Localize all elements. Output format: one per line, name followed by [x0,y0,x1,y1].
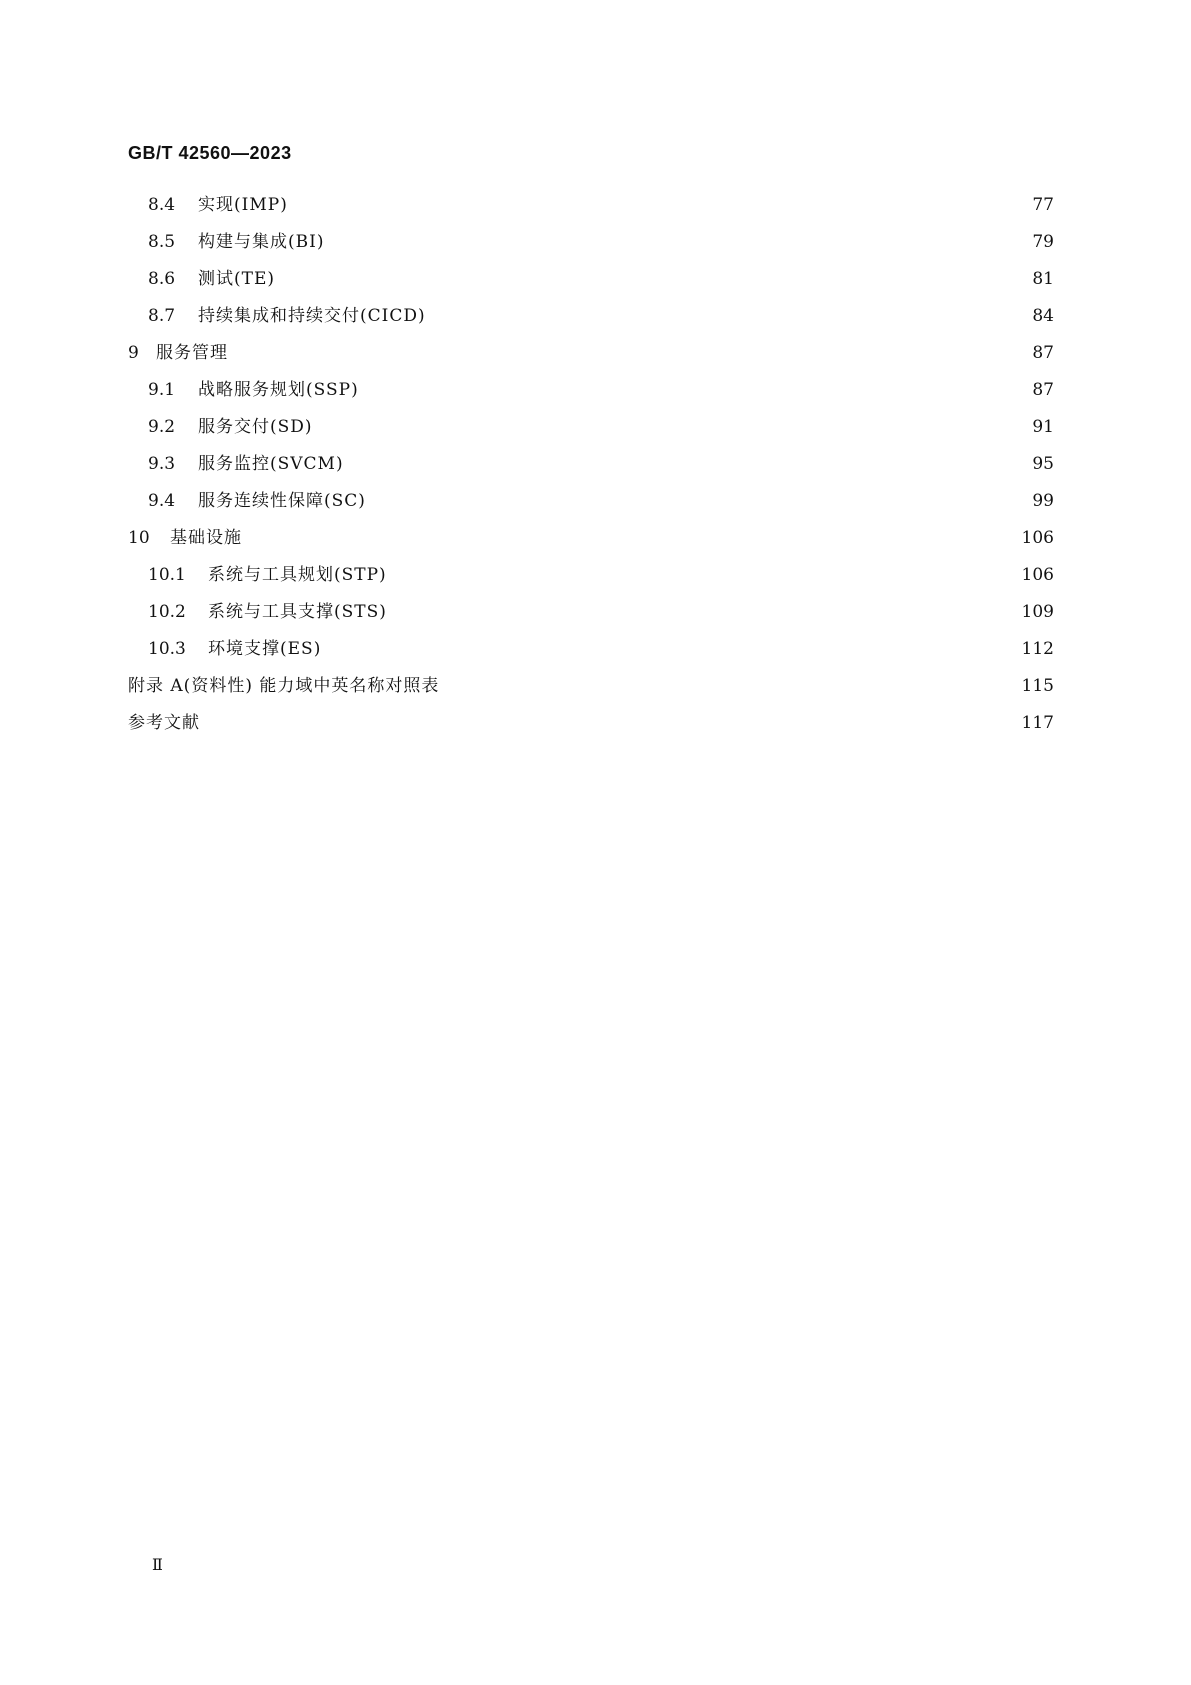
toc-entry-appendix[interactable] [128,675,1054,712]
toc-entry-references[interactable] [128,712,1054,749]
toc-entry[interactable] [128,231,1054,268]
dot-leader [327,638,1015,652]
toc-entry[interactable] [128,416,1054,453]
toc-entry-title: 服务管理 [156,343,228,363]
toc-entry-number: 8.4 [148,195,176,215]
toc-entry[interactable] [128,305,1054,342]
toc-entry-title: 服务交付(SD) [198,417,313,437]
toc-entry-page: 87 [1032,343,1054,363]
dot-leader [281,268,1026,282]
toc-entry-number: 9.2 [148,417,176,437]
dot-leader [393,564,1016,578]
toc-entry-title: 构建与集成(BI) [198,232,325,252]
toc-entry-title: 测试(TE) [198,269,276,289]
toc-entry-page: 99 [1032,491,1054,511]
toc-entry-title: 服务监控(SVCM) [198,454,344,474]
dot-leader [432,305,1026,319]
toc-entry-title: 附录 A(资料性) 能力域中英名称对照表 [128,676,440,696]
toc-entry[interactable] [128,453,1054,490]
dot-leader [330,231,1026,245]
toc-entry-page: 106 [1021,528,1054,548]
toc-entry-title: 实现(IMP) [198,195,288,215]
toc-entry-page: 106 [1021,565,1054,585]
toc-entry[interactable] [128,527,1054,564]
toc-entry-number: 9 [128,343,139,363]
toc-entry-title: 系统与工具支撑(STS) [208,602,387,622]
toc-entry-title: 参考文献 [128,713,200,733]
toc-entry-title: 战略服务规划(SSP) [198,380,359,400]
toc-entry[interactable] [128,638,1054,675]
document-id-header: GB/T 42560—2023 [128,143,292,163]
dot-leader [445,675,1015,689]
toc-entry[interactable] [128,379,1054,416]
toc-entry-title: 基础设施 [170,528,242,548]
dot-leader [248,527,1016,541]
dot-leader [393,601,1016,615]
page-numeral: Ⅱ [152,1555,163,1574]
dot-leader [372,490,1026,504]
toc-entry-title: 环境支撑(ES) [208,639,322,659]
toc-entry[interactable] [128,601,1054,638]
toc-entry[interactable] [128,194,1054,231]
toc-entry[interactable] [128,564,1054,601]
toc-entry-page: 109 [1021,602,1054,622]
toc-entry[interactable] [128,342,1054,379]
toc-entry-number: 9.4 [148,491,176,511]
table-of-contents [128,194,1054,749]
toc-entry-page: 77 [1032,195,1054,215]
dot-leader [234,342,1026,356]
toc-entry-page: 115 [1021,676,1054,696]
toc-entry-number: 10.1 [148,565,186,585]
toc-entry[interactable] [128,268,1054,305]
toc-entry-page: 91 [1032,417,1054,437]
toc-entry-number: 8.7 [148,306,176,326]
toc-entry-number: 8.5 [148,232,176,252]
toc-entry-number: 8.6 [148,269,176,289]
toc-entry-title: 持续集成和持续交付(CICD) [198,306,426,326]
dot-leader [319,416,1026,430]
toc-entry-number: 9.3 [148,454,176,474]
dot-leader [206,712,1016,726]
dot-leader [365,379,1026,393]
toc-entry-page: 84 [1032,306,1054,326]
toc-entry-number: 10.3 [148,639,186,659]
toc-entry-page: 95 [1032,454,1054,474]
dot-leader [294,194,1026,208]
toc-entry-number: 10.2 [148,602,186,622]
toc-entry-page: 87 [1032,380,1054,400]
toc-entry-page: 79 [1032,232,1054,252]
toc-entry-page: 117 [1021,713,1054,733]
toc-entry-number: 10 [128,528,150,548]
toc-entry-page: 81 [1032,269,1054,289]
toc-entry-title: 系统与工具规划(STP) [208,565,387,585]
toc-entry[interactable] [128,490,1054,527]
toc-entry-title: 服务连续性保障(SC) [198,491,366,511]
dot-leader [350,453,1026,467]
toc-entry-number: 9.1 [148,380,176,400]
toc-entry-page: 112 [1021,639,1054,659]
